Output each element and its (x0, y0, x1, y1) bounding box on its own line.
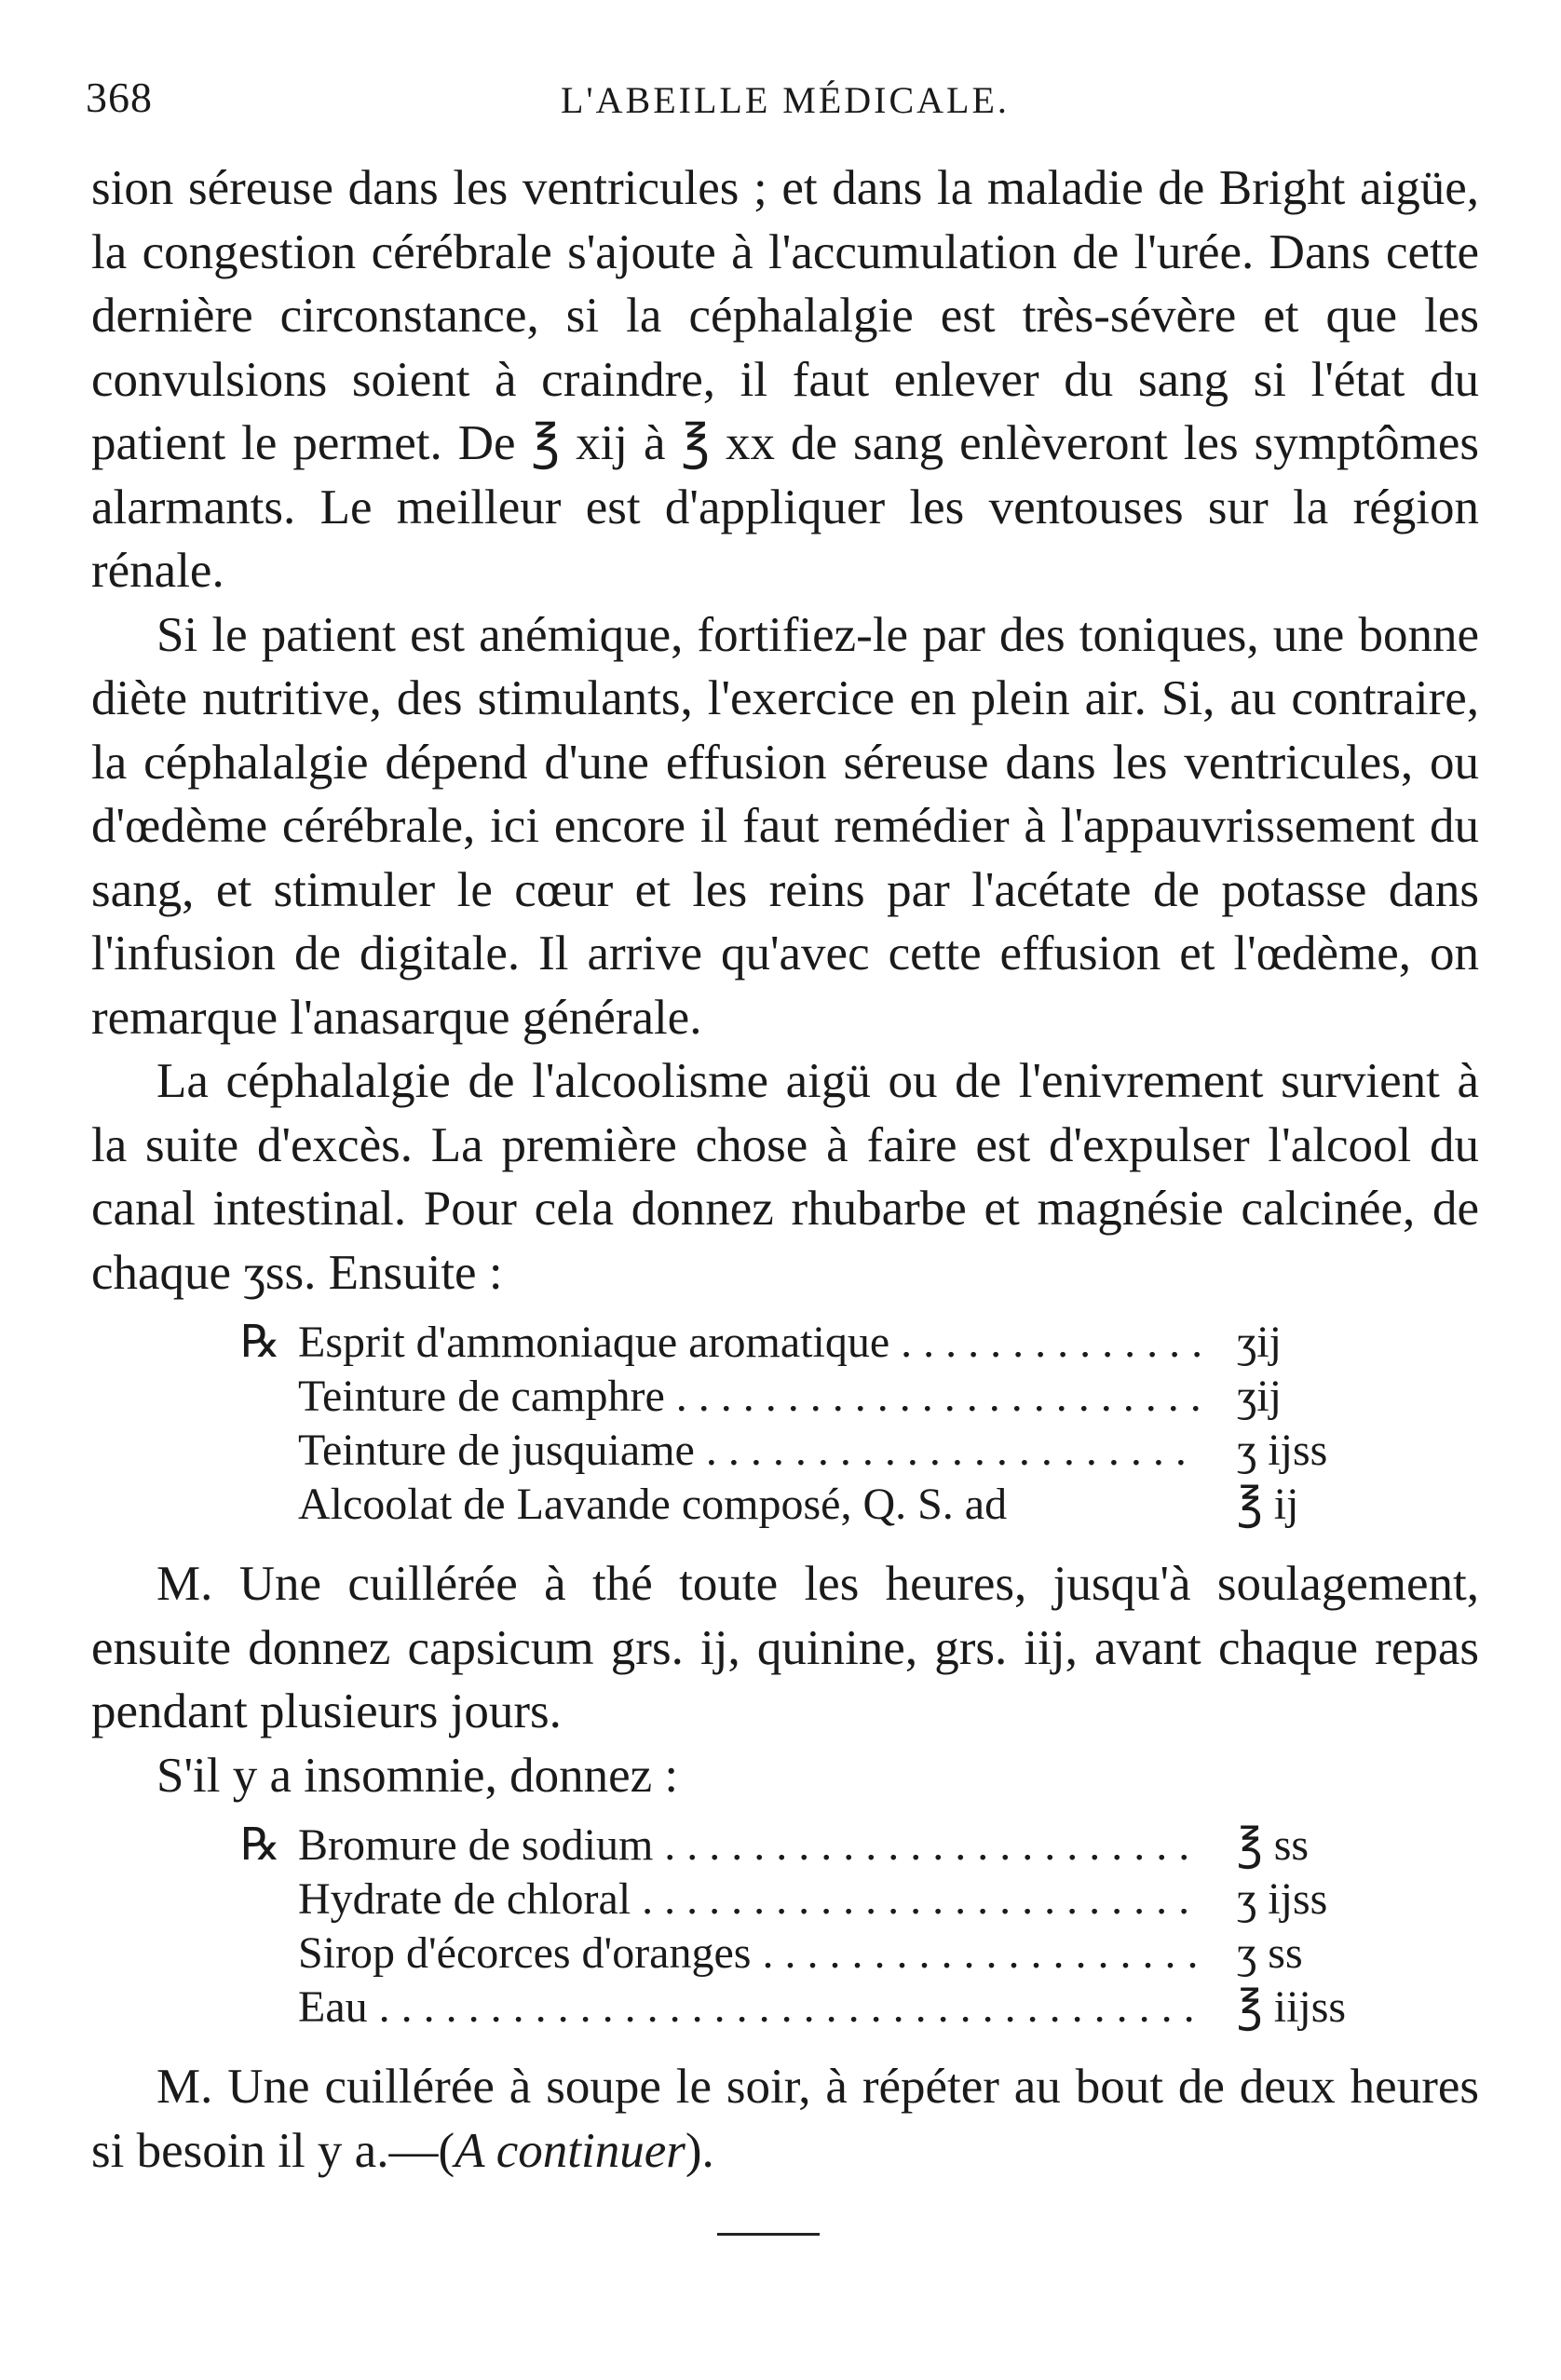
prescription-row (240, 1981, 1377, 2035)
recipe-symbol-icon: ℞ (240, 1820, 281, 1870)
paragraph-insomnia: S'il y a insomnie, donnez : (156, 1748, 679, 1803)
final-tail: ). (685, 2123, 714, 2178)
ingredient-quantity: ʒ ss (1237, 1928, 1303, 1978)
end-rule-divider (717, 2233, 820, 2236)
prescription-row (240, 1370, 1377, 1424)
ingredient-name: Eau . . . (298, 1981, 1200, 2035)
paragraph-dosage: M. Une cuillérée à thé toute les heures, jusqu'à soulagement, ensuite donnez capsicum grs. ij, quinine, grs. iij, avant chaque repas pendant plusieurs jours. (91, 1557, 1479, 1738)
ingredient-name: Alcoolat de Lavande composé, Q. S. ad (298, 1480, 1008, 1529)
ingredient-quantity: ℥ iijss (1237, 1982, 1347, 2032)
prescription-alcoholism (91, 1316, 1479, 1532)
prescription-row (240, 1316, 1377, 1370)
page-header (86, 73, 1483, 138)
paragraph-anemia: Si le patient est anémique, fortifiez-le par des toniques, une bonne diète nutritive, des stimulants, l'exercice en plein air. Si, au contraire, la céphalalgie dépend d'une effusion séreuse dans les ventricules, ou d'œdème cérébrale, ici encore il faut remédier à l'appauvrissement du sang, et stimuler le cœur et les reins par l'acétate de potasse dans l'infusion de digitale. Il arrive qu'avec cette effusion et l'œdème, on remarque l'anasarque générale. (91, 607, 1479, 1045)
ingredient-quantity: ℥ ij (1237, 1480, 1299, 1529)
prescription-row (240, 1873, 1377, 1927)
ingredient-name: Hydrate de chloral . . . (298, 1873, 1200, 1927)
ingredient-quantity: ʒ ijss (1237, 1874, 1328, 1924)
ingredient-name: Sirop d'écorces d'oranges . . . (298, 1927, 1200, 1981)
paragraph-continuation: sion séreuse dans les ventricules ; et dans la maladie de Bright aigüe, la congestion cérébrale s'ajoute à l'accumulation de l'urée. Dans cette dernière circonstance, si la céphalalgie est très-sévère et que les convulsions soient à craindre, il faut enlever du sang si l'état du patient le permet. De ℥ xij à ℥ xx de sang enlèveront les symptômes alarmants. Le meilleur est d'appliquer les ventouses sur la région rénale. (91, 161, 1479, 598)
final-text: M. Une cuillérée à soupe le soir, à répéter au bout de deux heures si besoin il y a.—( (91, 2060, 1479, 2178)
prescription-insomnia (91, 1819, 1479, 2035)
prescription-row (240, 1927, 1377, 1981)
page-number: 368 (86, 74, 153, 121)
prescription-row (240, 1424, 1377, 1478)
ingredient-name: Teinture de jusquiame . . . (298, 1424, 1200, 1478)
body-text (91, 156, 1479, 2183)
ingredient-name: Teinture de camphre . . . (298, 1370, 1200, 1424)
paragraph-alcoholism: La céphalalgie de l'alcoolisme aigü ou de l'enivrement survient à la suite d'excès. La première chose à faire est d'expulser l'alcool du canal intestinal. Pour cela donnez rhubarbe et magnésie calcinée, de chaque ʒss. Ensuite : (91, 1054, 1479, 1300)
ingredient-name: Esprit d'ammoniaque aromatique . . . (298, 1316, 1200, 1370)
ingredient-quantity: ℥ ss (1237, 1820, 1310, 1870)
ingredient-name: Bromure de sodium . . . (298, 1819, 1200, 1873)
paragraph-final (91, 2055, 1479, 2183)
ingredient-quantity: ʒij (1237, 1372, 1282, 1421)
prescription-row (240, 1478, 1377, 1532)
continued-note: A continuer (455, 2123, 685, 2178)
recipe-symbol-icon: ℞ (240, 1318, 281, 1367)
ingredient-quantity: ʒij (1237, 1318, 1282, 1367)
prescription-row (240, 1819, 1377, 1873)
ingredient-quantity: ʒ ijss (1237, 1426, 1328, 1475)
running-head: L'ABEILLE MÉDICALE. (561, 79, 1010, 121)
